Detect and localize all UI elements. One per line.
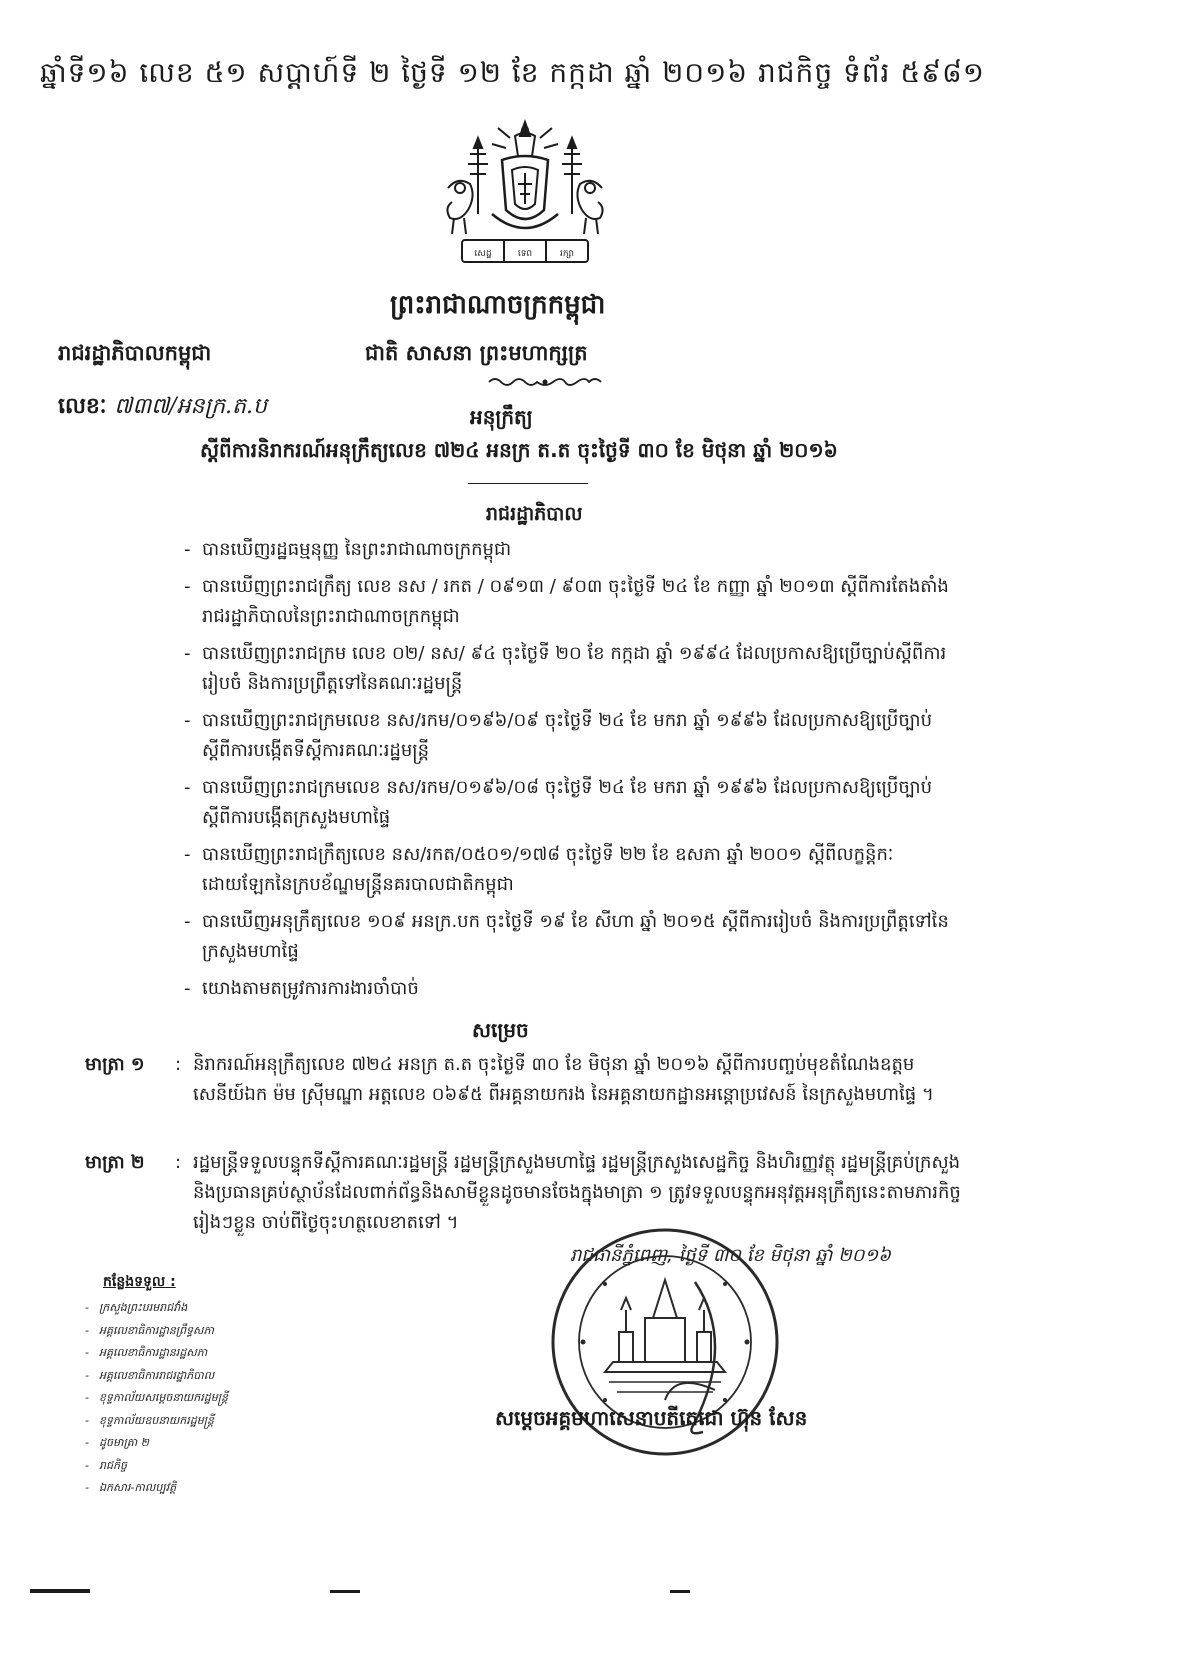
article-2-label: មាត្រា ២ [85,1152,145,1173]
article-1-colon: : [175,1054,182,1075]
national-motto: ជាតិ សាសនា ព្រះមហាក្សត្រ [365,341,588,365]
scan-edge-mark [30,1588,1080,1594]
article-2 [85,1148,965,1238]
article-2-colon: : [175,1152,182,1173]
subject-underline [468,483,588,484]
recipient-item: - អគ្គលេខាធិការដ្ឋានព្រឹទ្ធសភា [85,1320,345,1343]
ornament-divider-icon [485,375,605,389]
consideration-item: - បានឃើញព្រះរាជក្រម លេខ ០២/ នស/ ៩៤ ចុះថ្ងៃទី ២០ ខែ កក្កដា ឆ្នាំ ១៩៩៤ ដែលប្រកាសឱ្យប្រើច្បាប់ស្តីពីការរៀបចំ និងការប្រព្រឹត្តទៅនៃគណៈរដ្ឋមន្ត្រី [180,639,950,699]
consideration-item: - បានឃើញព្រះរាជក្រឹត្យលេខ នស/រកត/០៥០១/១៧៨ ចុះថ្ងៃទី ២២ ខែ ឧសភា ឆ្នាំ ២០០១ ស្តីពីលក្ខន្តិកៈដោយឡែកនៃក្របខ័ណ្ឌមន្ត្រីនគរបាលជាតិកម្ពុជា [180,840,950,900]
gazette-header: ឆ្នាំទី១៦ លេខ ៥១ សប្តាហ៍ទី ២ ថ្ងៃទី ១២ ខែ កក្កដា ឆ្នាំ ២០១៦ រាជកិច្ច ទំព័រ ៥៩៨១ [40,56,986,89]
royal-emblem-icon [440,118,610,278]
emblem-label-center: ទេព [517,249,533,259]
recipient-item: - អគ្គលេខាធិការរាជរដ្ឋាភិបាល [85,1365,345,1388]
consideration-item: - បានឃើញព្រះរាជក្រមលេខ នស/រកម/០១៩៦/០៩ ចុះថ្ងៃទី ២៤ ខែ មករា ឆ្នាំ ១៩៩៦ ដែលប្រកាសឱ្យប្រើច្បាប់ស្តីពីការបង្កើតទីស្តីការគណៈរដ្ឋមន្ត្រី [180,706,950,766]
recipient-item: - ក្រសួងព្រះបរមរាជវាំង [85,1297,345,1320]
recipients-title: កន្លែងទទួល : [103,1274,176,1290]
emblem-label-left: សេដ្ឋ [474,249,492,259]
consideration-item: - បានឃើញព្រះរាជក្រឹត្យ លេខ នស / រកត / ០៩១៣ / ៩០៣ ចុះថ្ងៃទី ២៤ ខែ កញ្ញា ឆ្នាំ ២០១៣ ស្តីពីការតែងតាំងរាជរដ្ឋាភិបាលនៃព្រះរាជាណាចក្រកម្ពុជា [180,572,950,632]
number-value: ៧៣៧/អនក្រ.ត.ប [114,394,267,419]
signatory-name: សម្តេចអគ្គមហាសេនាបតីតេជោ ហ៊ុន សែន [495,1406,808,1430]
recipient-item: - ឯកសារ-កាលប្បវត្តិ [85,1477,345,1500]
consideration-item: - យោងតាមតម្រូវការការងារចាំបាច់ [180,974,950,1004]
decision-heading: សម្រេច [472,1018,529,1042]
consideration-item: - បានឃើញព្រះរាជក្រមលេខ នស/រកម/០១៩៦/០៨ ចុះថ្ងៃទី ២៤ ខែ មករា ឆ្នាំ ១៩៩៦ ដែលប្រកាសឱ្យប្រើច្បាប់ស្តីពីការបង្កើតក្រសួងមហាផ្ទៃ [180,773,950,833]
consideration-item: - បានឃើញអនុក្រឹត្យលេខ ១០៩ អនក្រ.បក ចុះថ្ងៃទី ១៩ ខែ សីហា ឆ្នាំ ២០១៥ ស្តីពីការរៀបចំ និងការប្រព្រឹត្តទៅនៃក្រសួងមហាផ្ទៃ [180,907,950,967]
article-2-text: រដ្ឋមន្ត្រីទទួលបន្ទុកទីស្តីការគណៈរដ្ឋមន្ត្រី រដ្ឋមន្ត្រីក្រសួងមហាផ្ទៃ រដ្ឋមន្ត្រីក្រសួងសេដ្ឋកិច្ច និងហិរញ្ញវត្ថុ រដ្ឋមន្ត្រីគ្រប់ក្រសួង និងប្រធានគ្រប់ស្ថាប័នដែលពាក់ព័ន្ធនិងសាមីខ្លួនដូចមានចែងក្នុងមាត្រា ១ ត្រូវទទួលបន្ទុកអនុវត្តអនុក្រឹត្យនេះតាមភារកិច្ចរៀងៗខ្លួន ចាប់ពីថ្ងៃចុះហត្ថលេខាតទៅ ។ [193,1152,961,1233]
recipient-item: - ដូចមាត្រា ២ [85,1432,345,1455]
recipients-block [85,1272,345,1500]
place-and-date: រាជធានីភ្នំពេញ, ថ្ងៃទី ៣០ ខែ មិថុនា ឆ្នាំ ២០១៦ [570,1245,891,1266]
article-1 [85,1050,965,1110]
document-number [58,392,267,424]
government-name: រាជរដ្ឋាភិបាលកម្ពុជា [58,341,212,365]
emblem-label-right: រក្សា [560,249,574,259]
document-type: អនុក្រឹត្យ [470,405,533,429]
number-label: លេខៈ [58,394,107,419]
recipient-item: - រាជកិច្ច [85,1455,345,1478]
government-heading: រាជរដ្ឋាភិបាល [486,503,583,525]
consideration-item: - បានឃើញរដ្ឋធម្មនុញ្ញ នៃព្រះរាជាណាចក្រកម្ពុជា [180,535,950,565]
article-1-label: មាត្រា ១ [85,1054,145,1075]
considerations-list [180,535,950,1011]
recipients-list [85,1297,345,1500]
recipient-item: - ខុទ្ទកាល័យឧបនាយករដ្ឋមន្ត្រី [85,1410,345,1433]
kingdom-title: ព្រះរាជាណាចក្រកម្ពុជា [390,290,606,320]
article-1-text: និរាករណ៍អនុក្រឹត្យលេខ ៧២៤ អនក្រ ត.ត ចុះថ្ងៃទី ៣០ ខែ មិថុនា ឆ្នាំ ២០១៦ ស្តីពីការបញ្ចប់មុខតំណែងឧត្តមសេនីយ៍ឯក ម៉ម ស៊្រីមណ្ឌា អត្តលេខ ០៦៩៥ ពីអគ្គនាយករង នៃអគ្គនាយកដ្ឋានអន្តោប្រវេសន៍ នៃក្រសួងមហាផ្ទៃ ។ [193,1054,934,1105]
recipient-item: - ខុទ្ទកាល័យសម្តេចនាយករដ្ឋមន្ត្រី [85,1387,345,1410]
recipient-item: - អគ្គលេខាធិការដ្ឋានរដ្ឋសភា [85,1342,345,1365]
document-subject: ស្តីពីការនិរាករណ៍អនុក្រឹត្យលេខ ៧២៤ អនក្រ ត.ត ចុះថ្ងៃទី ៣០ ខែ មិថុនា ឆ្នាំ ២០១៦ [200,438,838,462]
